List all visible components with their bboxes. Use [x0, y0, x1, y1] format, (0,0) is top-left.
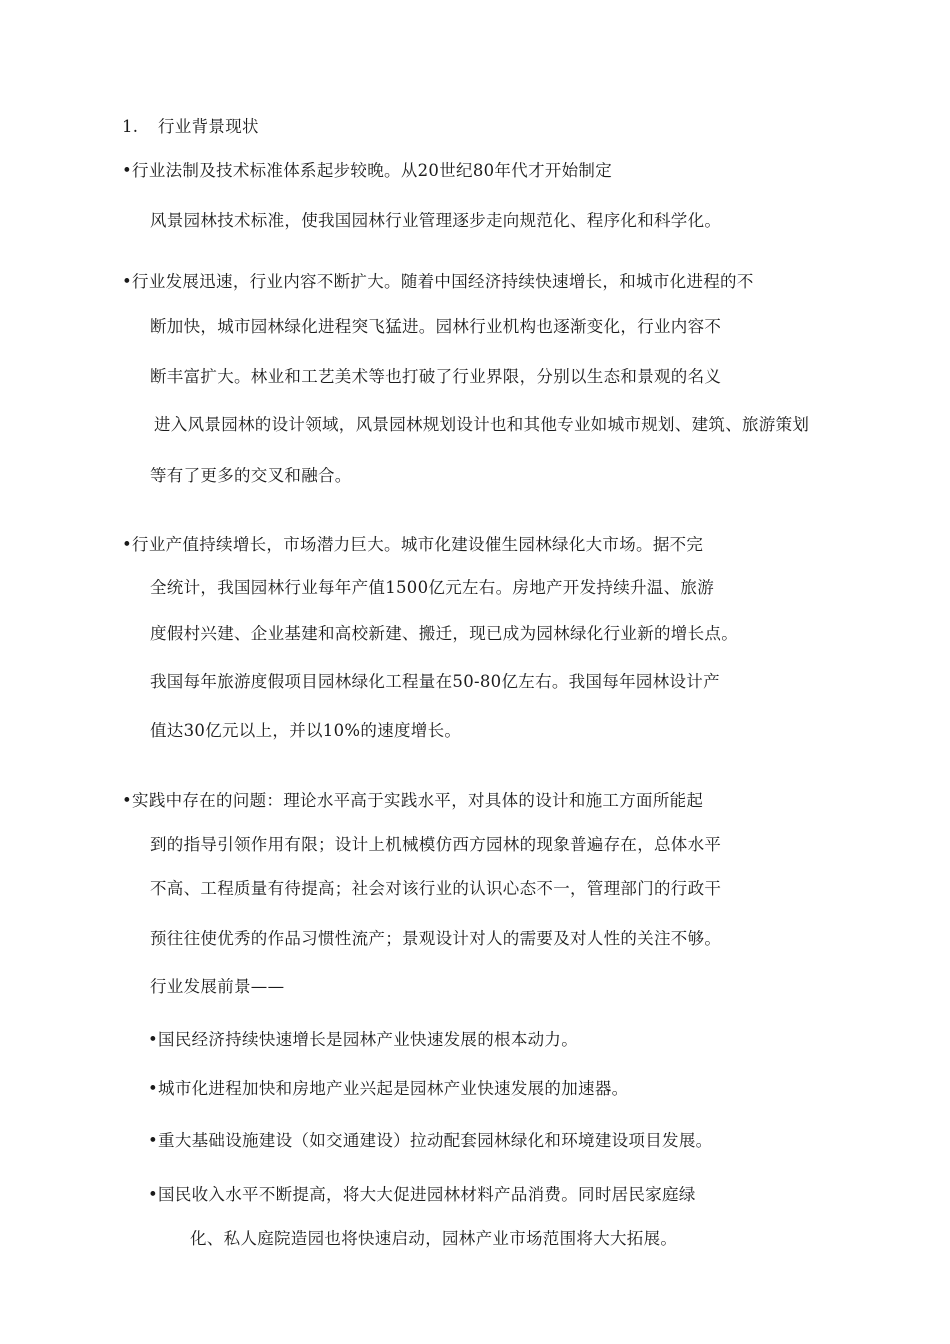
bullet-1-line-1: •行业法制及技术标准体系起步较晚。从20世纪80年代才开始制定 — [122, 161, 613, 180]
bullet-4-line-4: 预往往使优秀的作品习惯性流产；景观设计对人的需要及对人性的关注不够。 — [150, 929, 722, 948]
bullet-2-line-3: 断丰富扩大。林业和工艺美术等也打破了行业界限，分别以生态和景观的名义 — [150, 367, 722, 386]
bullet-2-line-2: 断加快，城市园林绿化进程突飞猛进。园林行业机构也逐渐变化，行业内容不 — [150, 317, 722, 336]
bullet-4-line-2: 到的指导引领作用有限；设计上机械模仿西方园林的现象普遍存在，总体水平 — [150, 835, 722, 854]
prospect-item-2: •城市化进程加快和房地产业兴起是园林产业快速发展的加速器。 — [148, 1079, 629, 1098]
subheading-prospects: 行业发展前景—— — [150, 977, 285, 996]
bullet-3-line-3: 度假村兴建、企业基建和高校新建、搬迁，现已成为园林绿化行业新的增长点。 — [150, 624, 738, 643]
bullet-4-line-3: 不高、工程质量有待提高；社会对该行业的认识心态不一，管理部门的行政干 — [150, 879, 722, 898]
prospect-item-1: •国民经济持续快速增长是园林产业快速发展的根本动力。 — [148, 1030, 579, 1049]
bullet-2-line-1: •行业发展迅速，行业内容不断扩大。随着中国经济持续快速增长，和城市化进程的不 — [122, 272, 754, 291]
prospect-item-4-line-1: •国民收入水平不断提高，将大大促进园林材料产品消费。同时居民家庭绿 — [148, 1185, 696, 1204]
bullet-3-line-5: 值达30亿元以上，并以10%的速度增长。 — [150, 721, 462, 740]
bullet-1-line-2: 风景园林技术标准，使我国园林行业管理逐步走向规范化、程序化和科学化。 — [150, 211, 722, 230]
prospect-item-3: •重大基础设施建设（如交通建设）拉动配套园林绿化和环境建设项目发展。 — [148, 1131, 713, 1150]
bullet-3-line-1: •行业产值持续增长，市场潜力巨大。城市化建设催生园林绿化大市场。据不完 — [122, 535, 704, 554]
heading-number: 1. — [122, 117, 139, 136]
heading-title: 行业背景现状 — [158, 117, 259, 136]
bullet-4-line-1: •实践中存在的问题：理论水平高于实践水平，对具体的设计和施工方面所能起 — [122, 791, 704, 810]
bullet-3-line-4: 我国每年旅游度假项目园林绿化工程量在50-80亿左右。我国每年园林设计产 — [150, 672, 720, 691]
bullet-3-line-2: 全统计，我国园林行业每年产值1500亿元左右。房地产开发持续升温、旅游 — [150, 578, 714, 597]
bullet-2-line-4: 进入风景园林的设计领域，风景园林规划设计也和其他专业如城市规划、建筑、旅游策划 — [154, 415, 810, 434]
bullet-2-line-5: 等有了更多的交叉和融合。 — [150, 466, 352, 485]
prospect-item-4-line-2: 化、私人庭院造园也将快速启动，园林产业市场范围将大大拓展。 — [190, 1229, 678, 1248]
